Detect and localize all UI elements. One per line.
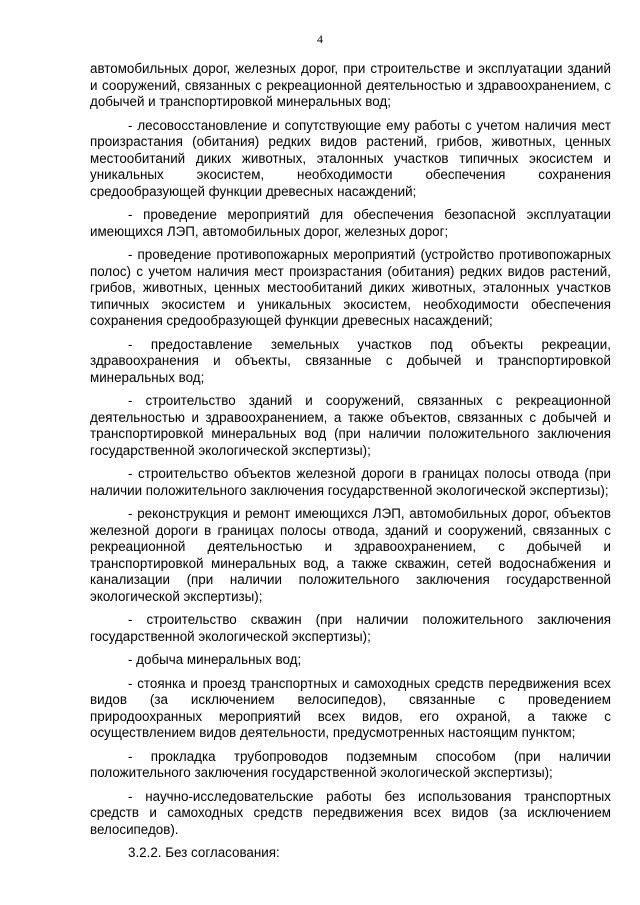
document-body	[90, 61, 611, 869]
list-item-research: - научно-исследовательские работы без использования транспортных средств и самоходных средств передвижения всех видов (за исключением велосипедов).	[90, 788, 611, 837]
list-item-railway-construction: - строительство объектов железной дороги в границах полосы отвода (при наличии положительного заключения государственной экологической экспертизы);	[90, 466, 611, 498]
list-item-land-provision: - предоставление земельных участков под объекты рекреации, здравоохранения и объекты, связанные с добычей и транспортировкой минеральных вод;	[90, 336, 611, 385]
page-number: 4	[317, 32, 323, 46]
section-heading: 3.2.2. Без согласования:	[128, 845, 280, 860]
list-item-safe-operation: - проведение мероприятий для обеспечения безопасной эксплуатации имеющихся ЛЭП, автомобильных дорог, железных дорог;	[90, 207, 611, 239]
list-item-fire-prevention: - проведение противопожарных мероприятий (устройство противопожарных полос) с учетом наличия мест произрастания (обитания) редких видов растений, грибов, животных, ценных местообитаний диких животных, эталонных участков типичных экосистем и уникальных экосистем, необходимости обеспечения сохранения средообразующей функции древесных насаждений;	[90, 247, 611, 328]
list-item-vehicle-parking: - стоянка и проезд транспортных и самоходных средств передвижения всех видов (за исключением велосипедов), связанные с проведением природоохранных мероприятий всех видов, его охраной, а также с осуществлением видов деятельности, предусмотренных настоящим пунктом;	[90, 675, 611, 740]
list-item-mineral-water: - добыча минеральных вод;	[128, 652, 302, 667]
paragraph-continuation: автомобильных дорог, железных дорог, при строительстве и эксплуатации зданий и сооружений, связанных с рекреационной деятельностью и здравоохранением, с добычей и транспортировкой минеральных вод;	[90, 61, 611, 109]
list-item-reforestation: - лесовосстановление и сопутствующие ему работы с учетом наличия мест произрастания (обитания) редких видов растений, грибов, животных, ценных местообитаний диких животных, эталонных участков типичных экосистем и уникальных экосистем, необходимости обеспечения сохранения средообразующей функции древесных насаждений;	[90, 117, 611, 199]
list-item-well-construction: - строительство скважин (при наличии положительного заключения государственной экологической экспертизы);	[90, 612, 611, 644]
list-item-reconstruction: - реконструкция и ремонт имеющихся ЛЭП, автомобильных дорог, объектов железной дороги в границах полосы отвода, зданий и сооружений, связанных с рекреационной деятельностью и здравоохранением, с добычей и транспортировкой минеральных вод, а также скважин, сетей водоснабжения и канализации (при наличии положительного заключения государственной экологической экспертизы);	[90, 506, 611, 604]
list-item-building-construction: - строительство зданий и сооружений, связанных с рекреационной деятельностью и здравоохранением, а также объектов, связанных с добычей и транспортировкой минеральных вод (при наличии положительного заключения государственной экологической экспертизы);	[90, 393, 611, 458]
list-item-pipelines: - прокладка трубопроводов подземным способом (при наличии положительного заключения государственной экологической экспертизы);	[90, 748, 611, 780]
